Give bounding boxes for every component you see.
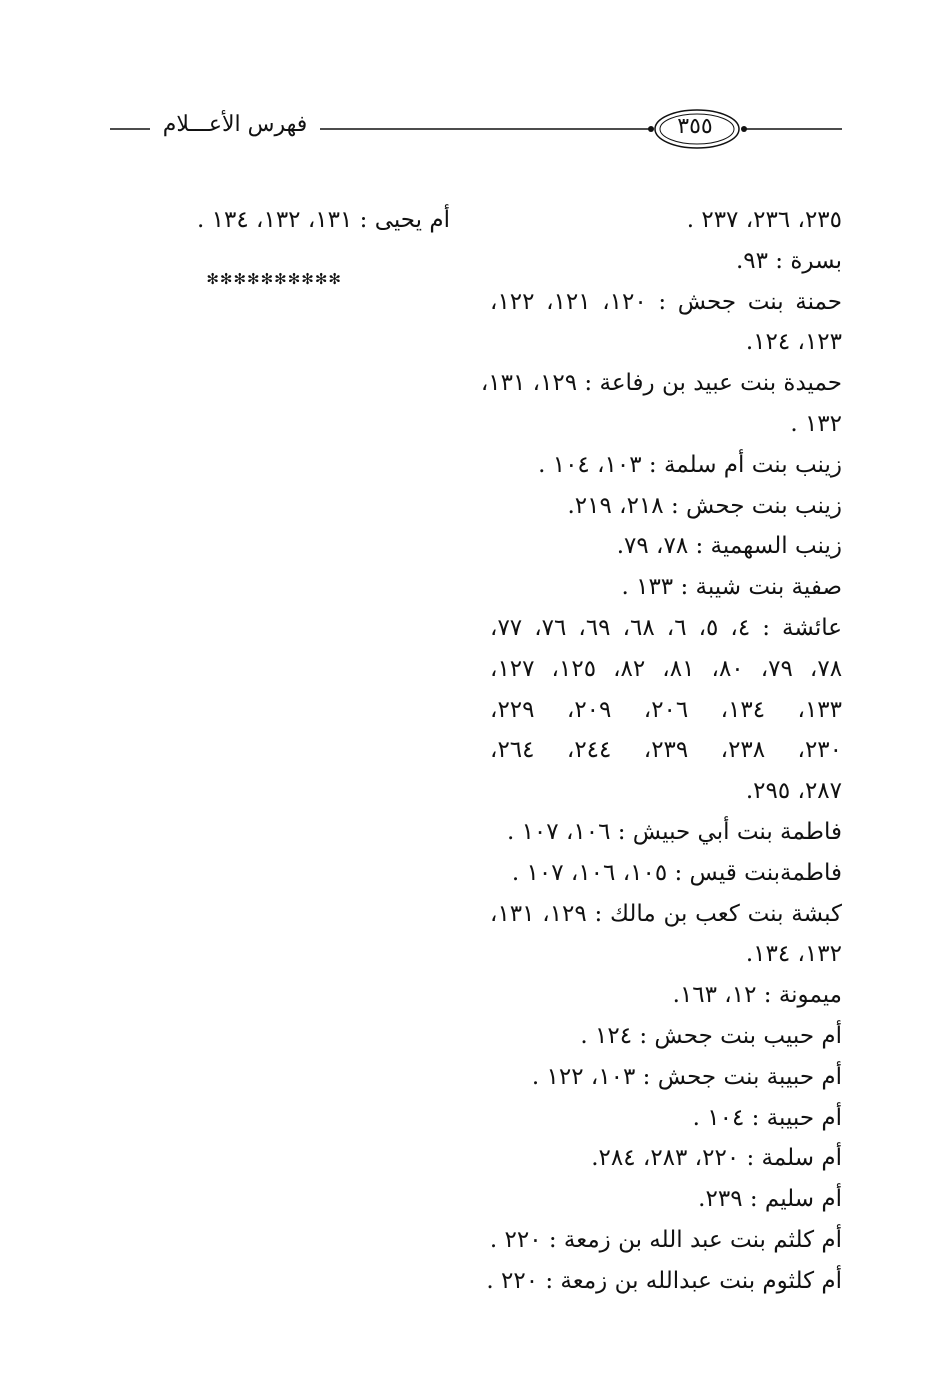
index-line: أم حبيبة بنت جحش : ١٠٣، ١٢٢ . xyxy=(531,1063,842,1090)
index-line: ٢٣٥، ٢٣٦، ٢٣٧ . xyxy=(686,207,842,233)
index-line: ١٣٢ . xyxy=(790,410,842,437)
end-separator: ✻✻✻✻✻✻✻✻✻✻ xyxy=(206,269,342,288)
index-line: ٢٨٧، ٢٩٥. xyxy=(745,778,842,805)
index-line: عائشة : ٤، ٥، ٦، ٦٨، ٦٩، ٧٦، ٧٧، xyxy=(490,614,843,641)
index-line: أم يحيى : ١٣١، ١٣٢، ١٣٤ . xyxy=(197,207,450,233)
index-line: زينب بنت جحش : ٢١٨، ٢١٩. xyxy=(567,492,842,519)
index-line: زينب بنت أم سلمة : ١٠٣، ١٠٤ . xyxy=(538,451,842,478)
right-column xyxy=(480,200,843,1302)
index-line: أم حبيبة : ١٠٤ . xyxy=(692,1104,842,1131)
section-title: فهرس الأعـــلام xyxy=(150,112,320,137)
index-line: حميدة بنت عبيد بن رفاعة : ١٢٩، ١٣١، xyxy=(480,370,842,397)
index-line: ٧٨، ٧٩، ٨٠، ٨١، ٨٢، ١٢٥، ١٢٧، xyxy=(490,655,843,682)
index-line: ميمونة : ١٢، ١٦٣. xyxy=(672,982,842,1009)
index-line: ١٢٣، ١٢٤. xyxy=(745,329,842,356)
index-line: أم سلمة : ٢٢٠، ٢٨٣، ٢٨٤. xyxy=(591,1145,842,1172)
index-line: ١٣٢، ١٣٤. xyxy=(745,941,842,968)
index-line: أم كلثم بنت عبد الله بن زمعة : ٢٢٠ . xyxy=(489,1226,842,1253)
index-line: فاطمة بنت أبي حبيش : ١٠٦، ١٠٧ . xyxy=(506,818,842,845)
index-line: أم كلثوم بنت عبدالله بن زمعة : ٢٢٠ . xyxy=(486,1267,842,1294)
header-rule xyxy=(0,0,946,180)
index-line: زينب السهمية : ٧٨، ٧٩. xyxy=(616,533,842,560)
index-line: أم حبيب بنت جحش : ١٢٤ . xyxy=(580,1022,842,1049)
index-line: بسرة : ٩٣. xyxy=(735,247,842,274)
index-line: حمنة بنت جحش : ١٢٠، ١٢١، ١٢٢، xyxy=(490,288,843,315)
left-column xyxy=(150,200,450,300)
page-number: ٣٥٥ xyxy=(677,114,713,139)
page-header xyxy=(0,0,946,180)
index-line: أم سليم : ٢٣٩. xyxy=(698,1186,842,1213)
index-line: ٢٣٠، ٢٣٨، ٢٣٩، ٢٤٤، ٢٦٤، xyxy=(490,737,842,764)
index-line: ١٣٣، ١٣٤، ٢٠٦، ٢٠٩، ٢٢٩، xyxy=(490,696,842,723)
index-line: صفية بنت شيبة : ١٣٣ . xyxy=(621,574,842,601)
index-line: كبشة بنت كعب بن مالك : ١٢٩، ١٣١، xyxy=(490,900,842,927)
index-line: فاطمةبنت قيس : ١٠٥، ١٠٦، ١٠٧ . xyxy=(511,859,842,886)
